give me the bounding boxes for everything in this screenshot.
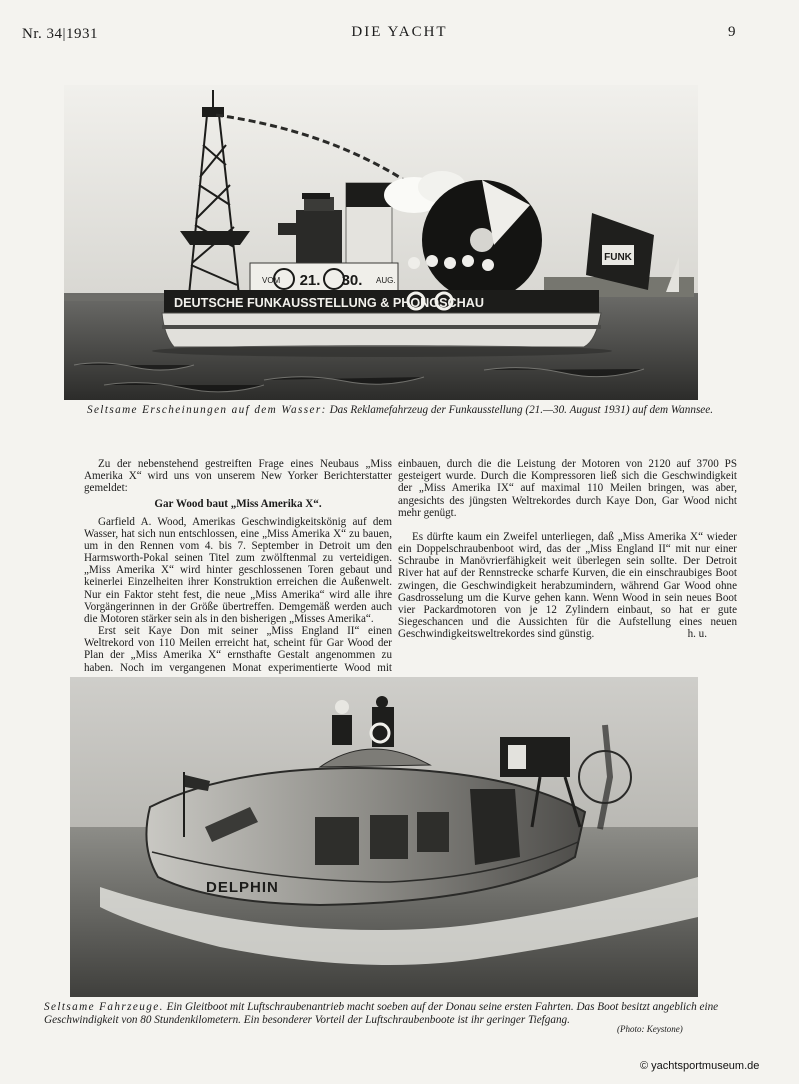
- caption2-lead: Seltsame Fahrzeuge.: [44, 1001, 164, 1013]
- article-heading: Gar Wood baut „Miss Amerika X“.: [154, 498, 322, 511]
- boat-name: DELPHIN: [206, 879, 279, 896]
- author-signature: h. u.: [687, 628, 707, 641]
- caption-text: Das Reklamefahrzeug der Funkausstellung (21.—30. August 1931) auf dem Wannsee.: [329, 404, 714, 416]
- intro-paragraph: Zu der nebenstehend gestreiften Frage eines Neubaus „Miss Amerika X“ wird uns von unserem New Yorker Berichterstatter gemeldet:: [84, 458, 392, 495]
- photo-propeller-boat: [70, 677, 698, 997]
- article-column-right: [398, 458, 737, 640]
- caption2-text: Ein Gleitboot mit Luftschraubenantrieb macht soeben auf der Donau seine ersten Fahrten. Das Boot besitzt angeblich eine Geschwindigkeit von 80 Stundenkilometern. Ein besonderer Vorteil der Luftschraubenboote ist ihr geringer Tiefgang.: [44, 1001, 719, 1026]
- paragraph-3: Es dürfte kaum ein Zweifel unterliegen, daß „Miss Amerika X“ wieder ein Doppelschraubenboot wird, das der „Miss England II“ mit nur einer Schraube in Manövrierfähigkeit weit überlegen sein sollte. Der Detroit River hat auf der Rennstrecke scharfe Kurven, die ein einschraubiges Boot zwingen, die Geschwindigkeit herabzumindern, während Gar Wood ohne Gasdrosselung um die Kurve gehen kann. Wenn Wood in sein neues Boot vier Packardmotoren von je 12 Zylindern einbaut, so hat er gute Siegeschancen und die Aussichten für die Aufstellung eines neuen Geschwindigkeitsweltrekordes sind günstig. h. u.: [398, 531, 737, 641]
- photo-advertising-vessel: [64, 85, 698, 400]
- photo-credit: (Photo: Keystone): [617, 1024, 683, 1034]
- article-column-left: [84, 458, 392, 674]
- paragraph-1: Garfield A. Wood, Amerikas Geschwindigkeitskönig auf dem Wasser, hat sich nun entschlossen, eine „Miss Amerika X“ zu bauen, um in den Rennen vom 4. bis 7. September in Detroit um den Harmsworth-Pokal seinen Titel zum zwölftenmal zu verteidigen. „Miss Amerika X“ wird hinter geschlossenen Toren gebaut und keinerlei Einzelheiten ihrer Konstruktion erreichen die Außenwelt. Nur ein Faktor steht fest, die neue „Miss Amerika“ wird alle ihre Vorgängerinnen in der Größe übertreffen. Demgemäß werden auch die Motoren stärker sein als in den bisherigen „Misses Amerika“.: [84, 515, 392, 625]
- sign-to: AUG.: [376, 276, 396, 285]
- page-number: 9: [728, 24, 736, 40]
- issue-number: Nr. 34|1931: [22, 26, 99, 42]
- sign-from: VOM: [262, 276, 281, 285]
- paragraph-2: Erst seit Kaye Don mit seiner „Miss England II“ einen Weltrekord von 110 Meilen erreicht hat, scheint für Gar Wood der Plan der „Miss Amerika X“ ernsthafte Gestalt angenommen zu haben. Noch im vergangenen Monat experimentierte Wood mit: [84, 625, 392, 674]
- sign-date-start: 21.: [299, 272, 321, 289]
- caption-lead: Seltsame Erscheinungen auf dem Wasser:: [86, 404, 327, 416]
- hull-banner: DEUTSCHE FUNKAUSSTELLUNG & PHONOSCHAU: [174, 296, 484, 310]
- paragraph-2-continued: einbauen, durch die die Leistung der Motoren von 2120 auf 3700 PS gesteigert wurde. Durch die Kompressoren ließ sich die Geschwindigkeit der „Miss Amerika IX“ auf maximal 110 Meilen bringen, was aber, angesichts des jüngsten Weltrekordes durch Kaye Don, Gar Wood nicht mehr genügt.: [398, 458, 737, 519]
- journal-title: DIE YACHT: [351, 24, 448, 40]
- flag-text: FUNK: [604, 252, 632, 263]
- caption-photo1: [40, 404, 760, 417]
- sign-date-end: 30.: [341, 272, 363, 289]
- watermark: © yachtsportmuseum.de: [640, 1060, 760, 1072]
